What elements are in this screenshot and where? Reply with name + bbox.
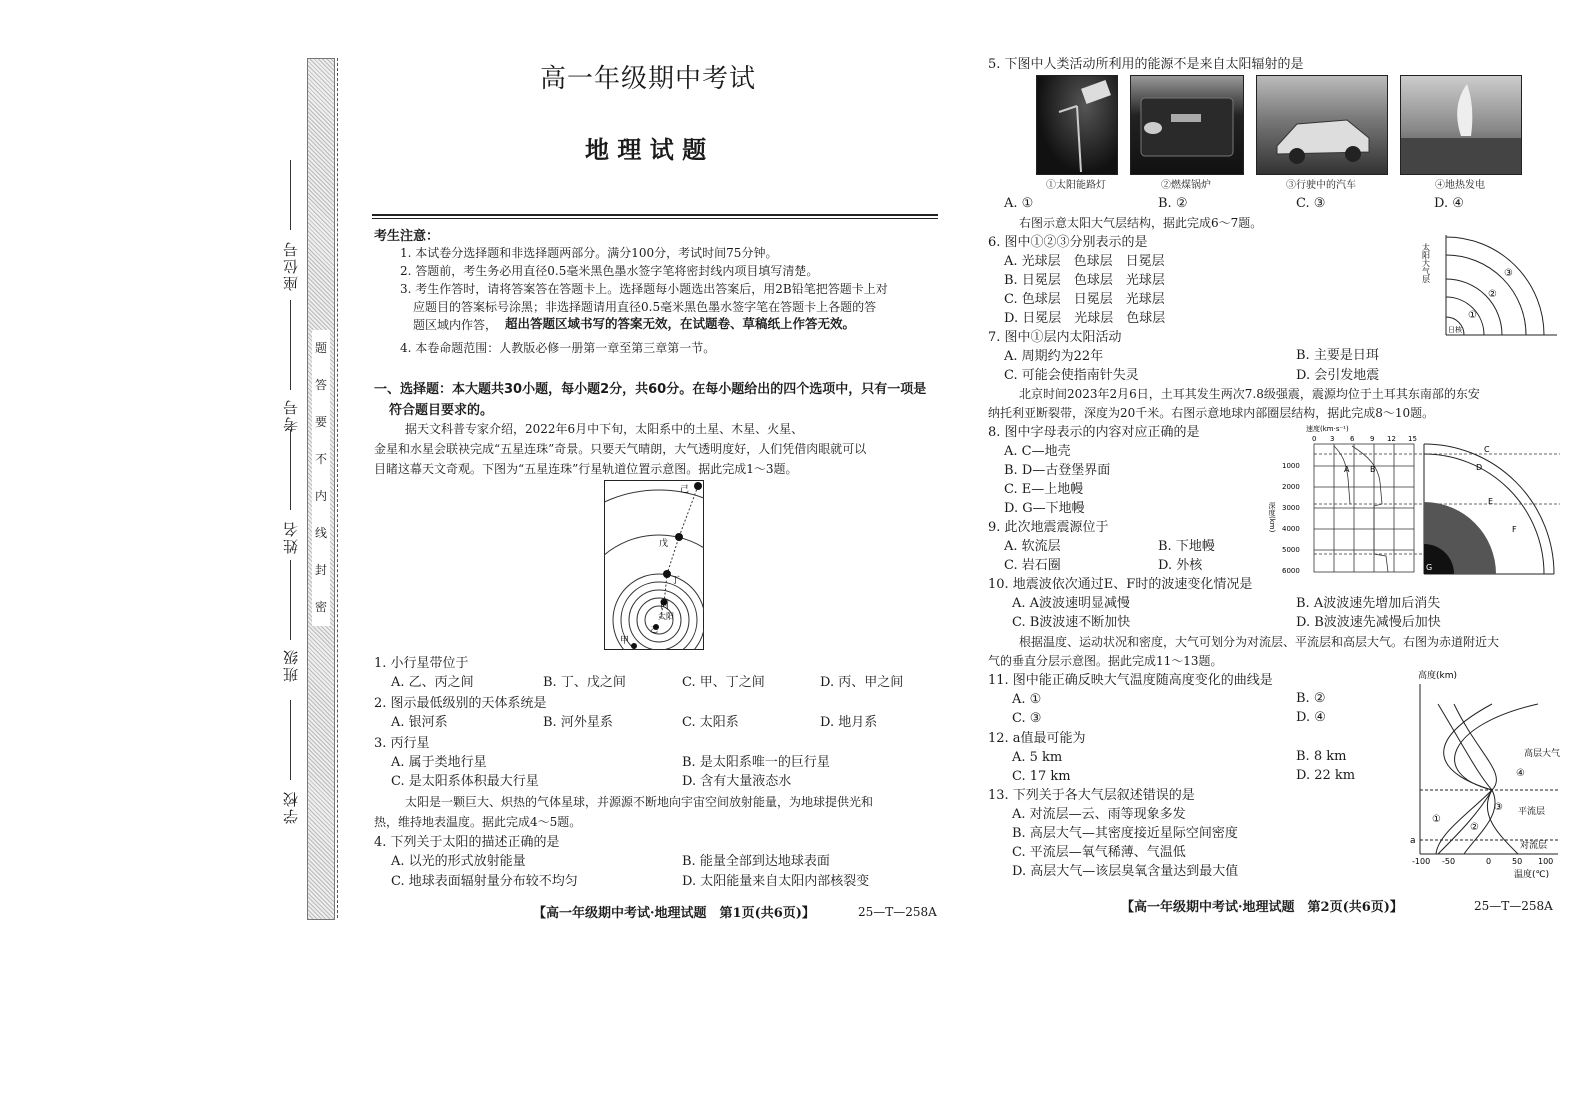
- planet-label-wu: 戊: [659, 539, 669, 549]
- q5-option-b[interactable]: B. ②: [1158, 196, 1188, 211]
- boiler-icon: [1131, 76, 1243, 174]
- q7-option-a[interactable]: A. 周期约为22年: [1004, 349, 1104, 364]
- photo-caption-1: ①太阳能路灯: [1046, 180, 1106, 191]
- seal-line: [337, 58, 339, 918]
- planet-dot: [631, 643, 637, 649]
- speed-axis-label: 速度(km·s⁻¹): [1306, 425, 1349, 433]
- question-6: 6. 图中①②③分别表示的是: [988, 235, 1148, 250]
- q9-option-b[interactable]: B. 下地幔: [1158, 539, 1215, 554]
- speed-tick: 15: [1408, 435, 1417, 443]
- depth-tick: 3000: [1282, 504, 1300, 512]
- q13-option-c[interactable]: C. 平流层—氧气稀薄、气温低: [1012, 845, 1186, 860]
- passage2-line1: 太阳是一颗巨大、炽热的气体星球，并源源不断地向宇宙空间放射能量，为地球提供光和: [405, 795, 874, 809]
- temp-tick: -100: [1412, 857, 1431, 866]
- question-7: 7. 图中①层内太阳活动: [988, 330, 1122, 345]
- binding-label-school: 学校: [282, 790, 300, 824]
- speed-tick: 0: [1312, 435, 1317, 443]
- notice-warning: 超出答题区域书写的答案无效，在试题卷、草稿纸上作答无效。: [505, 316, 856, 331]
- curve-label-3: ③: [1494, 802, 1503, 813]
- question-9: 9. 此次地震震源位于: [988, 520, 1109, 535]
- car-icon: [1257, 76, 1387, 174]
- q12-option-c[interactable]: C. 17 km: [1012, 769, 1071, 784]
- photo-solar-street-light: [1036, 75, 1118, 175]
- photo-geothermal-plant: [1400, 75, 1522, 175]
- q2-option-b[interactable]: B. 河外星系: [543, 715, 613, 730]
- q10-option-b[interactable]: B. A波波速先增加后消失: [1296, 596, 1441, 611]
- temp-tick: 0: [1486, 857, 1492, 866]
- passage1-line2: 金星和水星会联袂完成“五星连珠”奇景。只要天气晴朗，大气透明度好，人们凭借肉眼就可以: [374, 442, 867, 456]
- q12-option-d[interactable]: D. 22 km: [1296, 768, 1356, 783]
- seal-char: 要: [314, 415, 327, 429]
- q13-option-b[interactable]: B. 高层大气—其密度接近星际空间密度: [1012, 826, 1238, 841]
- layer-arc: [1446, 237, 1544, 335]
- wave-label-a: A: [1344, 465, 1350, 474]
- notice-item-3c: 题区域内作答，: [413, 318, 498, 332]
- layer-label-c: C: [1484, 445, 1490, 454]
- photo-caption-3: ③行驶中的汽车: [1286, 180, 1356, 191]
- passage5-line2: 气的垂直分层示意图。据此完成11～13题。: [988, 654, 1223, 668]
- passage5-line1: 根据温度、运动状况和密度，大气可划分为对流层、平流层和高层大气。右图为赤道附近大: [1019, 635, 1500, 649]
- q8-option-c[interactable]: C. E—上地幔: [1004, 482, 1084, 497]
- q5-option-c[interactable]: C. ③: [1296, 196, 1326, 211]
- planet-label-bing: 丙: [660, 601, 670, 611]
- planet-dot: [694, 482, 702, 490]
- q7-option-c[interactable]: C. 可能会使指南针失灵: [1004, 368, 1139, 383]
- geothermal-icon: [1401, 76, 1521, 174]
- photo-car: [1256, 75, 1388, 175]
- speed-tick: 9: [1370, 435, 1375, 443]
- q7-option-d[interactable]: D. 会引发地震: [1296, 368, 1380, 383]
- atmosphere-layers-diagram: [1408, 664, 1562, 882]
- notice-item-4: 4. 本卷命题范围：人教版必修一册第一章至第三章第一节。: [400, 341, 716, 355]
- temp-axis-label: 温度(℃): [1514, 870, 1550, 880]
- q8-option-a[interactable]: A. C—地壳: [1004, 444, 1071, 459]
- sun-core-label: 日核: [1448, 326, 1462, 334]
- q10-option-c[interactable]: C. B波波速不断加快: [1012, 615, 1131, 630]
- depth-axis-label: 深度(km): [1268, 502, 1276, 533]
- q6-option-d[interactable]: D. 日冕层 光球层 色球层: [1004, 311, 1166, 326]
- height-axis-label: 高度(km): [1418, 671, 1458, 681]
- q6-option-c[interactable]: C. 色球层 日冕层 光球层: [1004, 292, 1165, 307]
- exam-no-blank-line[interactable]: [290, 300, 291, 390]
- planet-label-ding: 丁: [671, 576, 681, 586]
- q2-option-a[interactable]: A. 银河系: [391, 715, 448, 730]
- passage3: 右图示意太阳大气层结构，据此完成6～7题。: [1019, 216, 1263, 230]
- q11-option-a[interactable]: A. ①: [1012, 692, 1042, 707]
- speed-tick: 12: [1387, 435, 1396, 443]
- layer-label-d: D: [1476, 463, 1483, 472]
- q1-option-a[interactable]: A. 乙、丙之间: [391, 675, 474, 690]
- q3-option-d[interactable]: D. 含有大量液态水: [682, 774, 792, 789]
- q8-option-b[interactable]: B. D—古登堡界面: [1004, 463, 1111, 478]
- q11-option-c[interactable]: C. ③: [1012, 711, 1042, 726]
- q2-option-d[interactable]: D. 地月系: [820, 715, 878, 730]
- name-blank-line[interactable]: [290, 430, 291, 510]
- q4-option-a[interactable]: A. 以光的形式放射能量: [391, 854, 526, 869]
- page2-code: 25—T—258A: [1474, 899, 1553, 913]
- seismic-wave-diagram: [1270, 422, 1560, 580]
- q8-option-d[interactable]: D. G—下地幔: [1004, 501, 1085, 516]
- notice-title: 考生注意：: [374, 229, 440, 244]
- seal-char: 线: [314, 526, 327, 540]
- q1-option-d[interactable]: D. 丙、甲之间: [820, 675, 904, 690]
- seal-char: 不: [314, 452, 327, 466]
- binding-label-exam-no: 考号: [282, 398, 300, 432]
- speed-tick: 3: [1330, 435, 1335, 443]
- question-12: 12. a值最可能为: [988, 731, 1086, 746]
- seat-blank-line[interactable]: [290, 160, 291, 230]
- q12-option-a[interactable]: A. 5 km: [1012, 750, 1063, 765]
- planet-orbit-diagram: [604, 480, 704, 650]
- planet-label-jia: 甲: [620, 636, 630, 646]
- subject-title: 地 理 试 题: [585, 136, 707, 164]
- passage4-line1: 北京时间2023年2月6日，土耳其发生两次7.8级强震，震源均位于土耳其东南部的东安: [1019, 387, 1480, 401]
- planet-label-yi: 乙: [650, 625, 658, 634]
- seal-char: 题: [314, 341, 327, 355]
- q12-option-b[interactable]: B. 8 km: [1296, 749, 1347, 764]
- question-11: 11. 图中能正确反映大气温度随高度变化的曲线是: [988, 673, 1273, 688]
- curve-label-1: ①: [1432, 814, 1441, 825]
- notice-item-3: 3. 考生作答时，请将答案答在答题卡上。选择题每小题选出答案后，用2B铅笔把答题卡上对: [400, 282, 888, 296]
- q3-option-b[interactable]: B. 是太阳系唯一的巨行星: [682, 755, 830, 770]
- question-5: 5. 下图中人类活动所利用的能源不是来自太阳辐射的是: [988, 57, 1304, 72]
- speed-tick: 6: [1350, 435, 1355, 443]
- street-light-icon: [1037, 76, 1117, 174]
- seal-char: 封: [314, 563, 327, 577]
- sun-side-label: 太阳大气层: [1421, 243, 1431, 283]
- q4-option-b[interactable]: B. 能量全部到达地球表面: [682, 854, 830, 869]
- question-4: 4. 下列关于太阳的描述正确的是: [374, 835, 560, 850]
- question-8: 8. 图中字母表示的内容对应正确的是: [988, 425, 1200, 440]
- q9-option-d[interactable]: D. 外核: [1158, 558, 1203, 573]
- notice-item-3b: 应题目的答案标号涂黑；非选择题请用直径0.5毫米黑色墨水签字笔在答题卡上各题的答: [413, 300, 877, 314]
- photo-caption-2: ②燃煤锅炉: [1161, 180, 1211, 191]
- depth-tick: 1000: [1282, 462, 1300, 470]
- q6-option-a[interactable]: A. 光球层 色球层 日冕层: [1004, 254, 1165, 269]
- q4-option-c[interactable]: C. 地球表面辐射量分布较不均匀: [391, 874, 578, 889]
- page1-code: 25—T—258A: [858, 905, 937, 919]
- q5-option-d[interactable]: D. ④: [1434, 196, 1464, 211]
- sun-layer-1: ①: [1468, 310, 1477, 321]
- question-3: 3. 丙行星: [374, 736, 430, 751]
- layer-label-f: F: [1512, 525, 1517, 534]
- q7-option-b[interactable]: B. 主要是日珥: [1296, 348, 1379, 363]
- layer-upper: 高层大气: [1524, 749, 1561, 759]
- q5-option-a[interactable]: A. ①: [1004, 196, 1034, 211]
- passage2-line2: 热，维持地表温度。据此完成4～5题。: [374, 815, 582, 829]
- wave-curve-A: [1334, 446, 1350, 504]
- passage1-line1: 据天文科普专家介绍，2022年6月中下旬，太阳系中的土星、木星、火星、: [405, 422, 804, 436]
- q11-option-d[interactable]: D. ④: [1296, 710, 1326, 725]
- a-marker: a: [1410, 836, 1416, 846]
- section1-title: 一、选择题：本大题共30小题，每小题2分，共60分。在每小题给出的四个选项中，只有一项是: [374, 382, 927, 397]
- temp-tick: 100: [1538, 857, 1554, 866]
- depth-tick: 4000: [1282, 525, 1300, 533]
- sun-layer-3: ③: [1504, 268, 1513, 279]
- q13-option-d[interactable]: D. 高层大气—该层臭氧含量达到最大值: [1012, 864, 1239, 879]
- temp-tick: -50: [1442, 857, 1456, 866]
- sun-atmosphere-diagram: [1421, 233, 1559, 337]
- q13-option-a[interactable]: A. 对流层—云、雨等现象多发: [1012, 807, 1186, 822]
- q4-option-d[interactable]: D. 太阳能量来自太阳内部核裂变: [682, 874, 870, 889]
- temp-tick: 50: [1512, 857, 1523, 866]
- question-1: 1. 小行星带位于: [374, 656, 469, 671]
- q10-option-d[interactable]: D. B波波速先减慢后加快: [1296, 615, 1441, 630]
- q9-option-a[interactable]: A. 软流层: [1004, 539, 1061, 554]
- layer-arc: [1446, 255, 1526, 335]
- planet-dot: [663, 570, 671, 578]
- curve-label-2: ②: [1470, 822, 1479, 833]
- seal-text: [312, 330, 330, 626]
- depth-tick: 6000: [1282, 567, 1300, 575]
- page1-footer: 【高一年级期中考试·地理试题 第1页(共6页)】: [533, 906, 815, 921]
- sun-label: 太阳: [658, 612, 674, 621]
- seal-char: 内: [314, 489, 327, 503]
- school-blank-line[interactable]: [290, 700, 291, 780]
- exam-title: 高一年级期中考试: [540, 64, 757, 94]
- seal-char: 密: [314, 600, 327, 614]
- question-2: 2. 图示最低级别的天体系统是: [374, 696, 547, 711]
- q3-option-c[interactable]: C. 是太阳系体积最大行星: [391, 774, 539, 789]
- passage4-line2: 纳托利亚断裂带，深度为20千米。右图示意地球内部圈层结构，据此完成8～10题。: [988, 406, 1435, 420]
- q11-option-b[interactable]: B. ②: [1296, 691, 1326, 706]
- curve-label-4: ④: [1516, 768, 1525, 779]
- layer-troposphere: 对流层: [1520, 841, 1548, 851]
- planet-label-ji: 己: [680, 485, 690, 495]
- q2-option-c[interactable]: C. 太阳系: [682, 715, 739, 730]
- class-blank-line[interactable]: [290, 560, 291, 640]
- q6-option-b[interactable]: B. 日冕层 色球层 光球层: [1004, 273, 1165, 288]
- sun-layer-2: ②: [1488, 289, 1497, 300]
- photo-caption-4: ④地热发电: [1435, 180, 1485, 191]
- question-13: 13. 下列关于各大气层叙述错误的是: [988, 788, 1195, 803]
- q1-option-c[interactable]: C. 甲、丁之间: [682, 675, 765, 690]
- q1-option-b[interactable]: B. 丁、戊之间: [543, 675, 626, 690]
- photo-coal-boiler: [1130, 75, 1244, 175]
- layer-label-e: E: [1488, 497, 1494, 506]
- binding-label-class: 班级: [282, 648, 300, 682]
- wave-label-b: B: [1370, 465, 1376, 474]
- layer-label-g: G: [1426, 563, 1433, 572]
- layer-stratosphere: 平流层: [1518, 807, 1546, 817]
- planet-dot: [675, 533, 683, 541]
- notice-item-1: 1. 本试卷分选择题和非选择题两部分。满分100分，考试时间75分钟。: [400, 246, 778, 260]
- title-rule: [372, 214, 938, 219]
- page2-footer: 【高一年级期中考试·地理试题 第2页(共6页)】: [1121, 900, 1403, 915]
- q3-option-a[interactable]: A. 属于类地行星: [391, 755, 487, 770]
- passage1-line3: 目睹这幕天文奇观。下图为“五星连珠”行星轨道位置示意图。据此完成1～3题。: [374, 462, 798, 476]
- question-10: 10. 地震波依次通过E、F时的波速变化情况是: [988, 577, 1253, 592]
- binding-label-name: 姓名: [282, 520, 300, 554]
- seal-char: 答: [314, 378, 327, 392]
- binding-label-seat: 座位号: [282, 240, 300, 291]
- section1-title-2: 符合题目要求的。: [389, 403, 494, 418]
- q9-option-c[interactable]: C. 岩石圈: [1004, 558, 1061, 573]
- depth-tick: 2000: [1282, 483, 1300, 491]
- q10-option-a[interactable]: A. A波波速明显减慢: [1012, 596, 1131, 611]
- notice-item-2: 2. 答题前，考生务必用直径0.5毫米黑色墨水签字笔将密封线内项目填写清楚。: [400, 264, 819, 278]
- depth-tick: 5000: [1282, 546, 1300, 554]
